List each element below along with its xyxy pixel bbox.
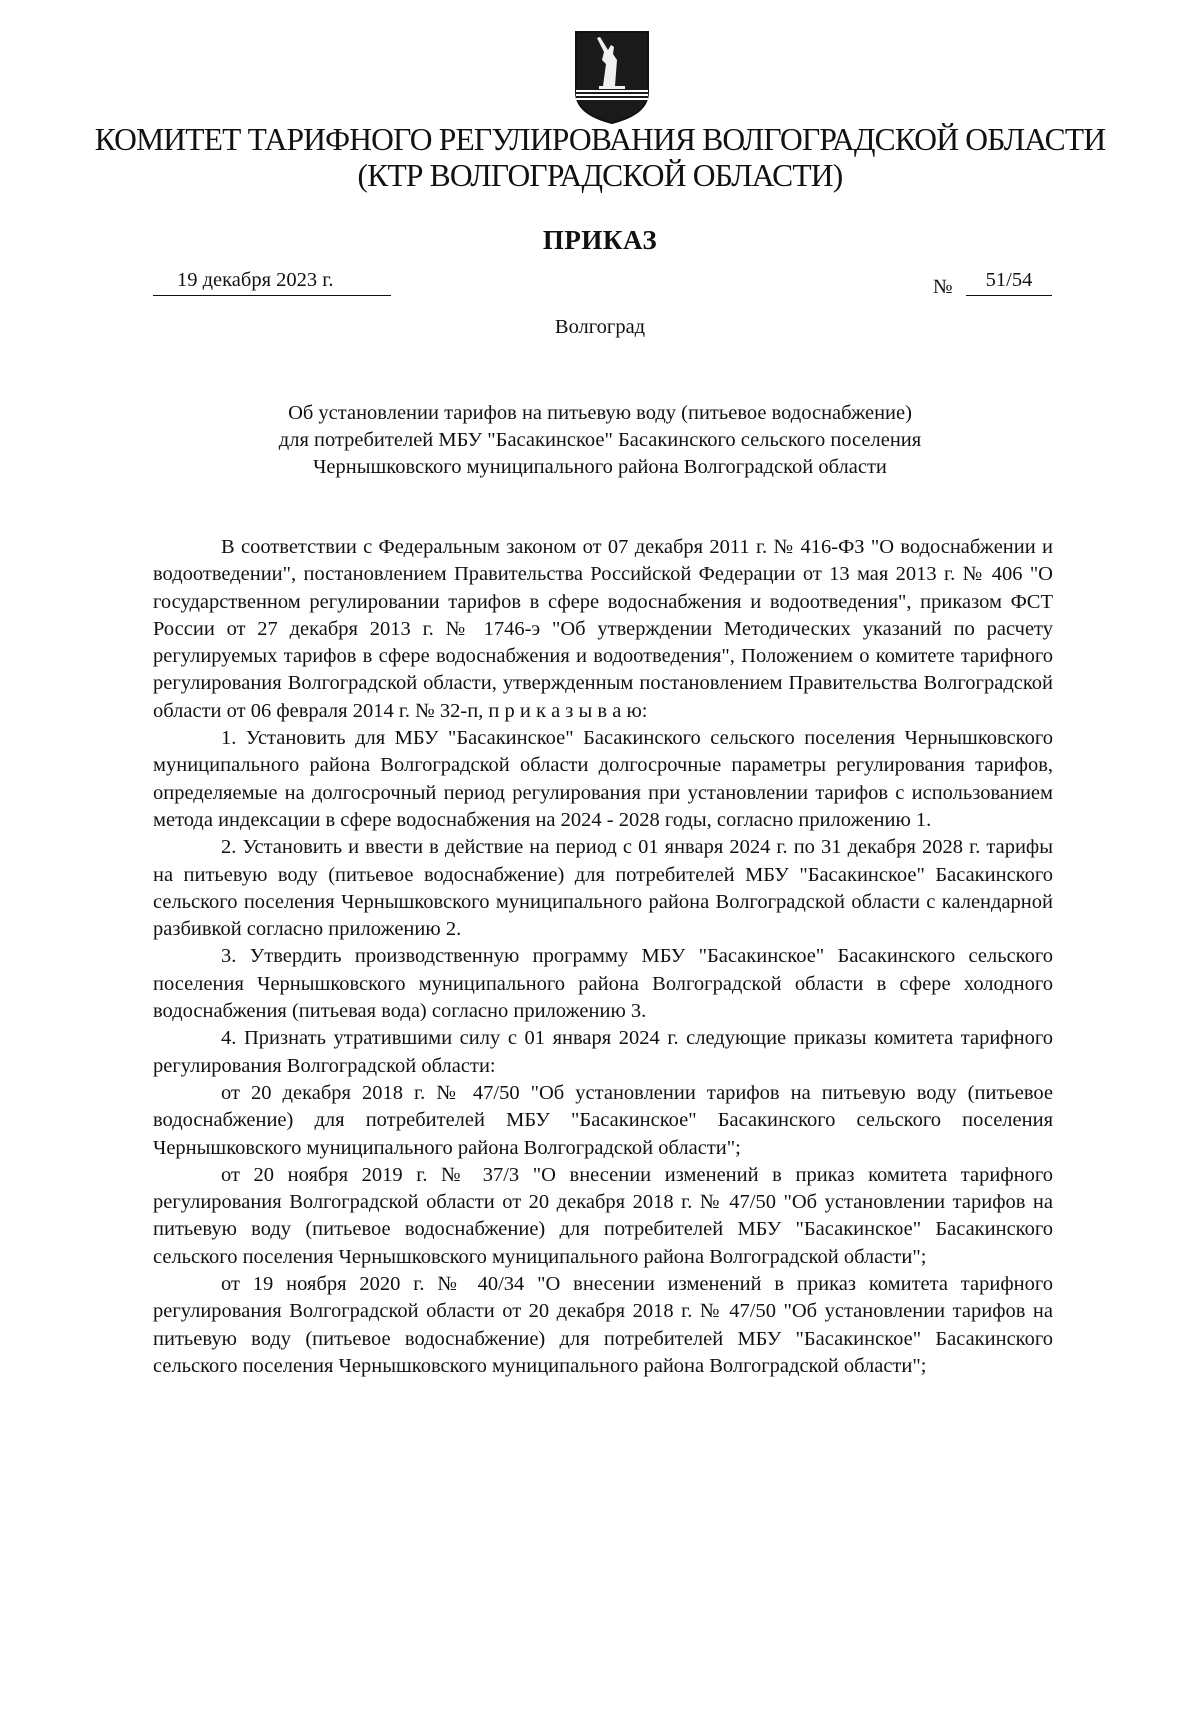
order-subject [0, 400, 1200, 481]
repealed-order-2: от 20 ноября 2019 г. № 37/3 "О внесении изменений в приказ комитета тарифного регулирования Волгоградской области от 20 декабря 2018 г. № 47/50 "Об установлении тарифов на питьевую воду (питьевое водоснабжение) для потребителей МБУ "Басакинское" Басакинского сельского поселения Чернышковского муниципального района Волгоградской области"; [153, 1163, 1053, 1268]
organization-title [0, 122, 1200, 194]
document-type: ПРИКАЗ [542, 225, 658, 255]
preamble-paragraph: В соответствии с Федеральным законом от 07 декабря 2011 г. № 416-ФЗ "О водоснабжении и водоотведении", постановлением Правительства Российской Федерации от 13 мая 2013 г. № 406 "О государственном регулировании тарифов в сфере водоснабжения и водоотведения", приказом ФСТ России от 27 декабря 2013 г. № 1746-э "Об утверждении Методических указаний по расчету регулируемых тарифов в сфере водоснабжения и водоотведения", Положением о комитете тарифного регулирования Волгоградской области, утвержденным постановлением Правительства Волгоградской области от 06 февраля 2014 г. № 32-п, п р и к а з ы в а ю: [153, 536, 1053, 722]
repealed-order-3: от 19 ноября 2020 г. № 40/34 "О внесении изменений в приказ комитета тарифного регулирования Волгоградской области от 20 декабря 2018 г. № 47/50 "Об установлении тарифов на питьевую воду (питьевое водоснабжение) для потребителей МБУ "Басакинское" Басакинского сельского поселения Чернышковского муниципального района Волгоградской области"; [153, 1273, 1053, 1377]
order-body [153, 534, 1053, 1380]
organization-name: КОМИТЕТ ТАРИФНОГО РЕГУЛИРОВАНИЯ ВОЛГОГРАДСКОЙ ОБЛАСТИ [94, 122, 1106, 157]
subject-line: для потребителей МБУ "Басакинское" Басакинского сельского поселения [278, 429, 922, 451]
subject-line: Чернышковского муниципального района Волгоградской области [313, 456, 887, 478]
order-item-4: 4. Признать утратившими силу с 01 января 2024 г. следующие приказы комитета тарифного регулирования Волгоградской области: [153, 1027, 1053, 1077]
order-date: 19 декабря 2023 г. [153, 268, 391, 296]
city: Волгоград [554, 316, 646, 338]
number-sign: № [933, 276, 953, 298]
order-number: 51/54 [966, 268, 1052, 296]
volgograd-coat-of-arms-icon [573, 30, 651, 125]
order-item-3: 3. Утвердить производственную программу МБУ "Басакинское" Басакинского сельского поселения Чернышковского муниципального района Волгоградской области в сфере холодного водоснабжения (питьевая вода) согласно приложению 3. [153, 945, 1053, 1023]
order-item-2: 2. Установить и ввести в действие на период с 01 января 2024 г. по 31 декабря 2028 г. тарифы на питьевую воду (питьевое водоснабжение) для потребителей МБУ "Басакинское" Басакинского сельского поселения Чернышковского муниципального района Волгоградской области с календарной разбивкой согласно приложению 2. [153, 836, 1053, 941]
organization-abbreviation: (КТР ВОЛГОГРАДСКОЙ ОБЛАСТИ) [357, 158, 843, 193]
order-item-1: 1. Установить для МБУ "Басакинское" Басакинского сельского поселения Чернышковского муниципального района Волгоградской области долгосрочные параметры регулирования тарифов, определяемые на долгосрочный период регулирования при установлении тарифов с использованием метода индексации в сфере водоснабжения на 2024 - 2028 годы, согласно приложению 1. [153, 727, 1053, 831]
subject-line: Об установлении тарифов на питьевую воду (питьевое водоснабжение) [288, 402, 912, 424]
repealed-order-1: от 20 декабря 2018 г. № 47/50 "Об установлении тарифов на питьевую воду (питьевое водоснабжение) для потребителей МБУ "Басакинское" Басакинского сельского поселения Чернышковского муниципального района Волгоградской области"; [153, 1081, 1053, 1159]
